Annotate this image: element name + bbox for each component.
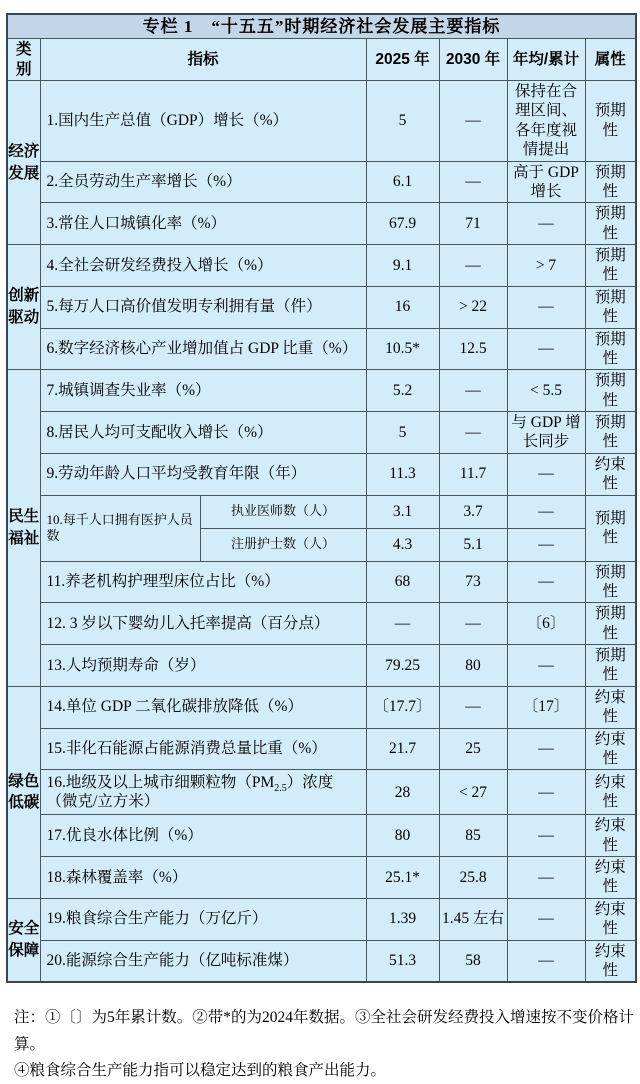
row3-2025: 67.9 [366,203,439,245]
row14-attr: 约束性 [585,686,636,728]
row15-attr: 约束性 [585,728,636,770]
row4-indicator: 4.全社会研发经费投入增长（%） [40,245,366,287]
row17-2030: 85 [439,815,507,857]
row2-2025: 6.1 [366,161,439,203]
row15-indicator: 15.非化石能源占能源消费总量比重（%） [40,728,366,770]
row13-indicator: 13.人均预期寿命（岁） [40,645,366,687]
row15-2025: 21.7 [366,728,439,770]
row17-avg: — [507,815,585,857]
row7-indicator: 7.城镇调查失业率（%） [40,370,366,412]
col-header-2030: 2030 年 [439,39,507,81]
row18-2025: 25.1* [366,857,439,899]
row5-attr: 预期性 [585,286,636,328]
row17-2025: 80 [366,815,439,857]
row12-indicator: 12. 3 岁以下婴幼儿入托率提高（百分点） [40,603,366,645]
row8-2025: 5 [366,412,439,454]
row10-sub2-label: 注册护士数（人） [200,528,366,561]
category-green: 绿色低碳 [7,686,40,898]
row12-avg: 〔6〕 [507,603,585,645]
row16-2025: 28 [366,770,439,815]
table-row [7,857,636,899]
row10-sub1-2025: 3.1 [366,495,439,528]
row14-indicator: 14.单位 GDP 二氧化碳排放降低（%） [40,686,366,728]
table-row [7,453,636,495]
row5-2030: > 22 [439,286,507,328]
row2-avg: 高于 GDP 增长 [507,161,585,203]
row16-pm25-subscript: 2.5 [274,782,287,794]
row9-attr: 约束性 [585,453,636,495]
row13-avg: — [507,645,585,687]
row6-attr: 预期性 [585,328,636,370]
row1-avg: 保持在合理区间、各年度视情提出 [507,81,585,162]
row17-attr: 约束性 [585,815,636,857]
row13-2025: 79.25 [366,645,439,687]
table-row [7,370,636,412]
row3-avg: — [507,203,585,245]
row4-attr: 预期性 [585,245,636,287]
table-row [7,286,636,328]
table-row [7,203,636,245]
row1-2025: 5 [366,81,439,162]
row18-attr: 约束性 [585,857,636,899]
footnote-line-1: 注：①〔〕为5年累计数。②带*的为2024年数据。③全社会研发经费投入增速按不变价格计算。 [14,1009,635,1053]
row4-2025: 9.1 [366,245,439,287]
category-innovation: 创新驱动 [7,245,40,370]
col-header-avg-cum: 年均/累计 [507,39,585,81]
row8-2030: — [439,412,507,454]
row9-avg: — [507,453,585,495]
row11-attr: 预期性 [585,561,636,603]
table-row [7,686,636,728]
table-row [7,561,636,603]
row8-avg: 与 GDP 增长同步 [507,412,585,454]
row10-sub1-2030: 3.7 [439,495,507,528]
table-row [7,328,636,370]
row10-sub2-2030: 5.1 [439,528,507,561]
row20-indicator: 20.能源综合生产能力（亿吨标准煤） [40,940,366,982]
category-economic: 经济发展 [7,81,40,245]
row15-2030: 25 [439,728,507,770]
row19-2030: 1.45 左右 [439,898,507,940]
row18-indicator: 18.森林覆盖率（%） [40,857,366,899]
table-row [7,898,636,940]
row6-2025: 10.5* [366,328,439,370]
table-row [7,81,636,162]
table-title: 专栏 1 “十五五”时期经济社会发展主要指标 [7,14,636,39]
row14-2030: — [439,686,507,728]
row9-2025: 11.3 [366,453,439,495]
row5-2025: 16 [366,286,439,328]
row2-indicator: 2.全员劳动生产率增长（%） [40,161,366,203]
row5-indicator: 5.每万人口高价值发明专利拥有量（件） [40,286,366,328]
indicators-table [6,13,637,983]
row7-2030: — [439,370,507,412]
row6-indicator: 6.数字经济核心产业增加值占 GDP 比重（%） [40,328,366,370]
row19-avg: — [507,898,585,940]
row19-indicator: 19.粮食综合生产能力（万亿斤） [40,898,366,940]
table-row [7,245,636,287]
row12-2025: — [366,603,439,645]
table-row [7,940,636,982]
category-livelihood: 民生福祉 [7,370,40,687]
row16-indicator [40,770,366,815]
row19-2025: 1.39 [366,898,439,940]
row10-sub1-label: 执业医师数（人） [200,495,366,528]
row10-attr: 预期性 [585,495,636,561]
row10-sub1-avg: — [507,495,585,528]
table-row [7,412,636,454]
col-header-category: 类别 [7,39,40,81]
table-row [7,770,636,815]
row16-avg: — [507,770,585,815]
table-row [7,161,636,203]
row20-2025: 51.3 [366,940,439,982]
table-row [7,603,636,645]
row3-2030: 71 [439,203,507,245]
col-header-indicator: 指标 [40,39,366,81]
col-header-2025: 2025 年 [366,39,439,81]
row9-2030: 11.7 [439,453,507,495]
table-row [7,645,636,687]
row10-indicator: 10.每千人口拥有医护人员数 [40,495,200,561]
row8-attr: 预期性 [585,412,636,454]
row19-attr: 约束性 [585,898,636,940]
row1-2030: — [439,81,507,162]
row17-indicator: 17.优良水体比例（%） [40,815,366,857]
row4-2030: — [439,245,507,287]
row4-avg: > 7 [507,245,585,287]
row5-avg: — [507,286,585,328]
row2-attr: 预期性 [585,161,636,203]
row10-sub2-avg: — [507,528,585,561]
footnote [14,1005,640,1084]
row13-2030: 80 [439,645,507,687]
row7-attr: 预期性 [585,370,636,412]
row14-avg: 〔17〕 [507,686,585,728]
row15-avg: — [507,728,585,770]
row16-attr: 约束性 [585,770,636,815]
row20-attr: 约束性 [585,940,636,982]
row13-attr: 预期性 [585,645,636,687]
row18-2030: 25.8 [439,857,507,899]
row3-attr: 预期性 [585,203,636,245]
row3-indicator: 3.常住人口城镇化率（%） [40,203,366,245]
row11-2030: 73 [439,561,507,603]
row9-indicator: 9.劳动年龄人口平均受教育年限（年） [40,453,366,495]
row18-avg: — [507,857,585,899]
row16-indicator-text-cont: ）浓度（微克/立方米） [46,773,334,811]
row16-2030: < 27 [439,770,507,815]
row16-indicator-text: 16.地级及以上城市细颗粒物（PM [46,773,275,791]
row7-avg: < 5.5 [507,370,585,412]
row12-attr: 预期性 [585,603,636,645]
table-row [7,728,636,770]
row11-2025: 68 [366,561,439,603]
row1-indicator: 1.国内生产总值（GDP）增长（%） [40,81,366,162]
row10-sub2-2025: 4.3 [366,528,439,561]
table-row [7,495,636,528]
row12-2030: — [439,603,507,645]
row20-avg: — [507,940,585,982]
table-row [7,815,636,857]
row11-avg: — [507,561,585,603]
row2-2030: — [439,161,507,203]
row6-2030: 12.5 [439,328,507,370]
row1-attr: 预期性 [585,81,636,162]
col-header-attribute: 属性 [585,39,636,81]
row20-2030: 58 [439,940,507,982]
row7-2025: 5.2 [366,370,439,412]
row11-indicator: 11.养老机构护理型床位占比（%） [40,561,366,603]
row8-indicator: 8.居民人均可支配收入增长（%） [40,412,366,454]
footnote-line-2: ④粮食综合生产能力指可以稳定达到的粮食产出能力。 [14,1061,387,1079]
category-security: 安全保障 [7,898,40,982]
row14-2025: 〔17.7〕 [366,686,439,728]
row6-avg: — [507,328,585,370]
